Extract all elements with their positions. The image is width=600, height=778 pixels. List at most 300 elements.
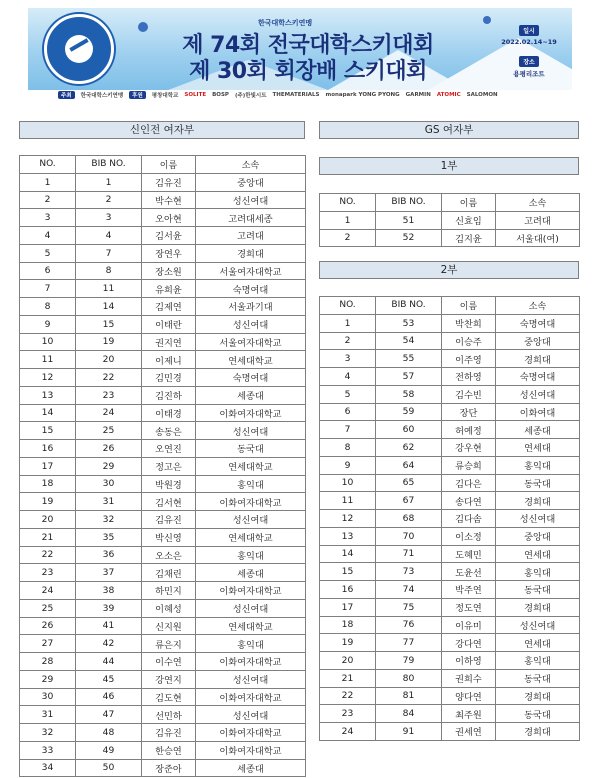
- cell-name: 강우현: [442, 439, 496, 457]
- table-row: [20, 386, 306, 404]
- cell-name: 하민지: [142, 582, 196, 600]
- banner-title-line2: 제 30회 회장배 스키대회: [189, 59, 427, 84]
- cell-affiliation: 경희대: [496, 598, 580, 616]
- table-row: [20, 759, 306, 777]
- cell-bib: 49: [76, 741, 142, 759]
- cell-name: 박신영: [142, 528, 196, 546]
- cell-no: 19: [320, 634, 376, 652]
- cell-name: 정고은: [142, 457, 196, 475]
- cell-bib: 80: [376, 669, 442, 687]
- cell-name: 권세연: [442, 723, 496, 741]
- cell-affiliation: 서울과기대: [196, 298, 306, 316]
- cell-affiliation: 이화여자대학교: [196, 493, 306, 511]
- cell-no: 3: [20, 209, 76, 227]
- column-header-no: NO.: [20, 156, 76, 174]
- cell-affiliation: 중앙대: [496, 332, 580, 350]
- cell-bib: 11: [76, 280, 142, 298]
- sponsor-item: GARMIN: [405, 92, 431, 98]
- table-row: [20, 617, 306, 635]
- cell-bib: 73: [376, 563, 442, 581]
- table-row: [320, 229, 580, 247]
- cell-bib: 53: [376, 314, 442, 332]
- cell-bib: 79: [376, 652, 442, 670]
- cell-name: 박찬희: [442, 314, 496, 332]
- cell-no: 11: [320, 492, 376, 510]
- table-row: [20, 635, 306, 653]
- cell-bib: 32: [76, 511, 142, 529]
- cell-bib: 76: [376, 616, 442, 634]
- cell-name: 허예정: [442, 421, 496, 439]
- cell-no: 22: [20, 546, 76, 564]
- cell-name: 이주영: [442, 350, 496, 368]
- cell-affiliation: 홍익대: [496, 652, 580, 670]
- cell-affiliation: 경희대: [496, 723, 580, 741]
- table-row: [320, 598, 580, 616]
- cell-name: 양다연: [442, 687, 496, 705]
- cell-name: 강연지: [142, 670, 196, 688]
- cell-name: 이하영: [442, 652, 496, 670]
- cell-affiliation: 이화여자대학교: [196, 404, 306, 422]
- cell-bib: 7: [76, 244, 142, 262]
- cell-bib: 23: [76, 386, 142, 404]
- table-row: [20, 280, 306, 298]
- column-header-bib: BIB NO.: [76, 156, 142, 174]
- cell-bib: 74: [376, 581, 442, 599]
- cell-no: 5: [320, 385, 376, 403]
- cell-name: 김서현: [142, 493, 196, 511]
- cell-name: 오아현: [142, 209, 196, 227]
- table-row: [20, 191, 306, 209]
- cell-name: 권지연: [142, 333, 196, 351]
- cell-no: 10: [20, 333, 76, 351]
- cell-affiliation: 숙명여대: [496, 314, 580, 332]
- cell-name: 도윤선: [442, 563, 496, 581]
- cell-name: 장단: [442, 403, 496, 421]
- cell-affiliation: 연세대: [496, 634, 580, 652]
- cell-name: 김도현: [142, 688, 196, 706]
- cell-bib: 14: [76, 298, 142, 316]
- table-row: [20, 475, 306, 493]
- table-header-row: [20, 156, 306, 174]
- cell-affiliation: 이화여자대학교: [196, 688, 306, 706]
- table-row: [20, 369, 306, 387]
- cell-affiliation: 이화여대: [496, 403, 580, 421]
- cell-name: 김제연: [142, 298, 196, 316]
- cell-no: 24: [20, 582, 76, 600]
- cell-bib: 39: [76, 599, 142, 617]
- cell-bib: 36: [76, 546, 142, 564]
- cell-no: 23: [320, 705, 376, 723]
- cell-bib: 54: [376, 332, 442, 350]
- cell-affiliation: 고려대: [196, 227, 306, 245]
- cell-affiliation: 동국대: [496, 669, 580, 687]
- cell-no: 23: [20, 564, 76, 582]
- cell-no: 17: [320, 598, 376, 616]
- cell-bib: 25: [76, 422, 142, 440]
- cell-no: 21: [320, 669, 376, 687]
- cell-bib: 91: [376, 723, 442, 741]
- table-row: [20, 511, 306, 529]
- cell-no: 15: [20, 422, 76, 440]
- cell-affiliation: 세종대: [196, 386, 306, 404]
- cell-bib: 59: [376, 403, 442, 421]
- cell-bib: 42: [76, 635, 142, 653]
- table-row: [320, 350, 580, 368]
- table-row: [20, 670, 306, 688]
- table-row: [20, 546, 306, 564]
- table-row: [320, 385, 580, 403]
- section-title-gs-women: GS 여자부: [319, 121, 579, 139]
- cell-no: 24: [320, 723, 376, 741]
- section-title-rookie-women: 신인전 여자부: [19, 121, 305, 139]
- gs-group2-table: [319, 296, 580, 741]
- cell-no: 10: [320, 474, 376, 492]
- cell-bib: 57: [376, 368, 442, 386]
- cell-no: 15: [320, 563, 376, 581]
- cell-affiliation: 이화여자대학교: [196, 724, 306, 742]
- cell-affiliation: 이화여자대학교: [196, 582, 306, 600]
- cell-no: 8: [320, 439, 376, 457]
- cell-affiliation: 성신여대: [496, 510, 580, 528]
- cell-affiliation: 홍익대: [196, 475, 306, 493]
- cell-affiliation: 동국대: [496, 581, 580, 599]
- cell-name: 송동은: [142, 422, 196, 440]
- cell-name: 박수현: [142, 191, 196, 209]
- cell-no: 22: [320, 687, 376, 705]
- cell-name: 송다연: [442, 492, 496, 510]
- table-row: [20, 440, 306, 458]
- cell-bib: 45: [76, 670, 142, 688]
- sponsor-strip: [58, 90, 558, 100]
- cell-no: 2: [320, 229, 376, 247]
- table-header-row: [320, 194, 580, 212]
- table-header-row: [320, 297, 580, 315]
- cell-bib: 51: [376, 211, 442, 229]
- cell-affiliation: 중앙대: [496, 527, 580, 545]
- cell-affiliation: 연세대학교: [196, 351, 306, 369]
- table-row: [20, 741, 306, 759]
- cell-bib: 20: [76, 351, 142, 369]
- decor-ball-icon: [138, 22, 148, 32]
- cell-no: 26: [20, 617, 76, 635]
- cell-affiliation: 경희대: [196, 244, 306, 262]
- date-tag: 일시: [519, 25, 539, 36]
- cell-name: 김지윤: [442, 229, 496, 247]
- event-banner: [28, 4, 572, 100]
- cell-no: 29: [20, 670, 76, 688]
- table-row: [20, 315, 306, 333]
- cell-name: 신효임: [442, 211, 496, 229]
- column-header-name: 이름: [142, 156, 196, 174]
- cell-bib: 70: [376, 527, 442, 545]
- cell-affiliation: 경희대: [496, 687, 580, 705]
- table-row: [320, 403, 580, 421]
- cell-bib: 26: [76, 440, 142, 458]
- cell-affiliation: 성신여대: [196, 315, 306, 333]
- table-row: [320, 527, 580, 545]
- cell-affiliation: 성신여대: [196, 670, 306, 688]
- table-row: [20, 422, 306, 440]
- sponsor-item: 한국대학스키연맹: [80, 93, 124, 99]
- cell-name: 강다연: [442, 634, 496, 652]
- cell-bib: 48: [76, 724, 142, 742]
- sponsor-item: (주)한빛시트: [234, 93, 267, 99]
- table-row: [20, 404, 306, 422]
- cell-name: 이제니: [142, 351, 196, 369]
- cell-affiliation: 숙명여대: [196, 280, 306, 298]
- cell-no: 6: [20, 262, 76, 280]
- table-row: [20, 564, 306, 582]
- cell-affiliation: 연세대학교: [196, 528, 306, 546]
- column-header-bib: BIB NO.: [376, 194, 442, 212]
- table-row: [20, 351, 306, 369]
- cell-no: 1: [320, 314, 376, 332]
- cell-affiliation: 경희대: [496, 350, 580, 368]
- table-row: [20, 457, 306, 475]
- column-header-no: NO.: [320, 297, 376, 315]
- table-row: [320, 456, 580, 474]
- cell-name: 김민경: [142, 369, 196, 387]
- cell-affiliation: 홍익대: [496, 563, 580, 581]
- cell-bib: 22: [76, 369, 142, 387]
- cell-name: 김유진: [142, 724, 196, 742]
- cell-affiliation: 성신여대: [196, 191, 306, 209]
- cell-name: 김유진: [142, 173, 196, 191]
- cell-affiliation: 이화여자대학교: [196, 741, 306, 759]
- cell-no: 20: [320, 652, 376, 670]
- cell-bib: 38: [76, 582, 142, 600]
- cell-affiliation: 세종대: [196, 564, 306, 582]
- table-row: [20, 582, 306, 600]
- cell-name: 이승주: [442, 332, 496, 350]
- gs-group1-table: [319, 193, 580, 247]
- cell-name: 장준아: [142, 759, 196, 777]
- cell-name: 전하영: [442, 368, 496, 386]
- table-row: [320, 439, 580, 457]
- table-row: [320, 332, 580, 350]
- cell-affiliation: 경희대: [496, 492, 580, 510]
- cell-no: 21: [20, 528, 76, 546]
- cell-bib: 15: [76, 315, 142, 333]
- sponsor-item: monapark YONG PYONG: [325, 92, 400, 98]
- column-header-bib: BIB NO.: [376, 297, 442, 315]
- cell-bib: 65: [376, 474, 442, 492]
- table-row: [20, 298, 306, 316]
- cell-name: 장소원: [142, 262, 196, 280]
- banner-info: [494, 18, 564, 81]
- table-row: [320, 652, 580, 670]
- table-row: [320, 705, 580, 723]
- cell-no: 31: [20, 706, 76, 724]
- cell-name: 김서윤: [142, 227, 196, 245]
- sponsor-support-tag: 후원: [129, 91, 146, 99]
- cell-name: 김수빈: [442, 385, 496, 403]
- cell-bib: 52: [376, 229, 442, 247]
- table-row: [320, 545, 580, 563]
- cell-bib: 44: [76, 653, 142, 671]
- cell-affiliation: 숙명여대: [496, 368, 580, 386]
- federation-logo: [44, 14, 114, 84]
- table-row: [320, 616, 580, 634]
- table-row: [320, 563, 580, 581]
- cell-no: 1: [320, 211, 376, 229]
- cell-name: 이태란: [142, 315, 196, 333]
- cell-no: 7: [20, 280, 76, 298]
- cell-no: 13: [20, 386, 76, 404]
- table-row: [320, 723, 580, 741]
- cell-no: 18: [20, 475, 76, 493]
- cell-name: 이수연: [142, 653, 196, 671]
- sponsor-item: SALOMON: [466, 92, 498, 98]
- table-row: [20, 244, 306, 262]
- cell-no: 8: [20, 298, 76, 316]
- cell-no: 34: [20, 759, 76, 777]
- cell-bib: 62: [376, 439, 442, 457]
- cell-name: 박원경: [142, 475, 196, 493]
- cell-name: 이혜성: [142, 599, 196, 617]
- cell-affiliation: 성신여대: [196, 422, 306, 440]
- cell-affiliation: 성신여대: [496, 385, 580, 403]
- cell-bib: 50: [76, 759, 142, 777]
- sponsor-item: THEMATERIALS: [272, 92, 320, 98]
- cell-name: 정도연: [442, 598, 496, 616]
- table-row: [20, 653, 306, 671]
- table-row: [20, 706, 306, 724]
- place-value: 용평리조트: [513, 70, 545, 78]
- cell-bib: 1: [76, 173, 142, 191]
- cell-affiliation: 연세대학교: [196, 617, 306, 635]
- cell-bib: 41: [76, 617, 142, 635]
- cell-bib: 29: [76, 457, 142, 475]
- cell-no: 2: [320, 332, 376, 350]
- sponsor-item: SOLITE: [184, 92, 207, 98]
- cell-name: 장연우: [142, 244, 196, 262]
- cell-name: 이유미: [442, 616, 496, 634]
- cell-name: 오연진: [142, 440, 196, 458]
- cell-name: 김다솜: [442, 510, 496, 528]
- cell-no: 14: [20, 404, 76, 422]
- cell-affiliation: 연세대: [496, 545, 580, 563]
- cell-no: 28: [20, 653, 76, 671]
- cell-affiliation: 서울대(여): [496, 229, 580, 247]
- cell-bib: 30: [76, 475, 142, 493]
- cell-name: 이태경: [142, 404, 196, 422]
- cell-no: 13: [320, 527, 376, 545]
- cell-no: 33: [20, 741, 76, 759]
- cell-affiliation: 홍익대: [496, 456, 580, 474]
- cell-no: 7: [320, 421, 376, 439]
- cell-no: 4: [320, 368, 376, 386]
- cell-bib: 75: [376, 598, 442, 616]
- table-row: [320, 368, 580, 386]
- cell-affiliation: 성신여대: [196, 706, 306, 724]
- cell-affiliation: 성신여대: [196, 599, 306, 617]
- table-row: [320, 211, 580, 229]
- date-value: 2022.02.14~19: [501, 38, 557, 46]
- table-row: [20, 173, 306, 191]
- group-title-1: 1부: [319, 157, 579, 175]
- table-row: [320, 634, 580, 652]
- cell-no: 27: [20, 635, 76, 653]
- table-row: [320, 474, 580, 492]
- cell-name: 오소은: [142, 546, 196, 564]
- banner-background: [28, 8, 572, 90]
- cell-bib: 84: [376, 705, 442, 723]
- cell-name: 김채린: [142, 564, 196, 582]
- cell-affiliation: 서울여자대학교: [196, 262, 306, 280]
- cell-no: 18: [320, 616, 376, 634]
- sponsor-item: ATOMIC: [436, 92, 461, 98]
- column-header-name: 이름: [442, 297, 496, 315]
- cell-bib: 58: [376, 385, 442, 403]
- table-row: [320, 314, 580, 332]
- cell-bib: 71: [376, 545, 442, 563]
- cell-no: 30: [20, 688, 76, 706]
- cell-name: 한승연: [142, 741, 196, 759]
- cell-affiliation: 숙명여대: [196, 369, 306, 387]
- table-row: [20, 227, 306, 245]
- banner-title-line1: 제 74회 전국대학스키대회: [182, 33, 434, 58]
- table-row: [320, 687, 580, 705]
- cell-no: 16: [20, 440, 76, 458]
- cell-affiliation: 서울여자대학교: [196, 333, 306, 351]
- cell-bib: 31: [76, 493, 142, 511]
- table-row: [320, 510, 580, 528]
- cell-no: 17: [20, 457, 76, 475]
- table-row: [20, 599, 306, 617]
- cell-name: 최주원: [442, 705, 496, 723]
- cell-affiliation: 세종대: [496, 421, 580, 439]
- cell-affiliation: 고려대: [496, 211, 580, 229]
- cell-no: 5: [20, 244, 76, 262]
- cell-bib: 24: [76, 404, 142, 422]
- table-row: [20, 688, 306, 706]
- rookie-women-table: [19, 155, 306, 777]
- cell-bib: 67: [376, 492, 442, 510]
- cell-affiliation: 연세대학교: [196, 457, 306, 475]
- cell-no: 20: [20, 511, 76, 529]
- table-row: [320, 492, 580, 510]
- cell-bib: 2: [76, 191, 142, 209]
- cell-affiliation: 동국대: [496, 474, 580, 492]
- cell-no: 25: [20, 599, 76, 617]
- cell-name: 류은지: [142, 635, 196, 653]
- column-header-affiliation: 소속: [496, 297, 580, 315]
- cell-bib: 8: [76, 262, 142, 280]
- cell-name: 김진하: [142, 386, 196, 404]
- cell-affiliation: 이화여자대학교: [196, 653, 306, 671]
- place-tag: 장소: [519, 56, 539, 67]
- column-header-affiliation: 소속: [496, 194, 580, 212]
- cell-affiliation: 홍익대: [196, 635, 306, 653]
- cell-affiliation: 고려대세종: [196, 209, 306, 227]
- cell-affiliation: 동국대: [196, 440, 306, 458]
- cell-name: 유희윤: [142, 280, 196, 298]
- table-row: [20, 262, 306, 280]
- column-header-affiliation: 소속: [196, 156, 306, 174]
- cell-name: 김다은: [442, 474, 496, 492]
- cell-no: 11: [20, 351, 76, 369]
- sponsor-host-tag: 주최: [58, 91, 75, 99]
- group-title-2: 2부: [319, 261, 579, 279]
- sponsor-item: 평창대학교: [151, 93, 179, 99]
- cell-no: 4: [20, 227, 76, 245]
- cell-name: 류승희: [442, 456, 496, 474]
- cell-no: 9: [20, 315, 76, 333]
- cell-bib: 60: [376, 421, 442, 439]
- cell-name: 신지원: [142, 617, 196, 635]
- cell-no: 16: [320, 581, 376, 599]
